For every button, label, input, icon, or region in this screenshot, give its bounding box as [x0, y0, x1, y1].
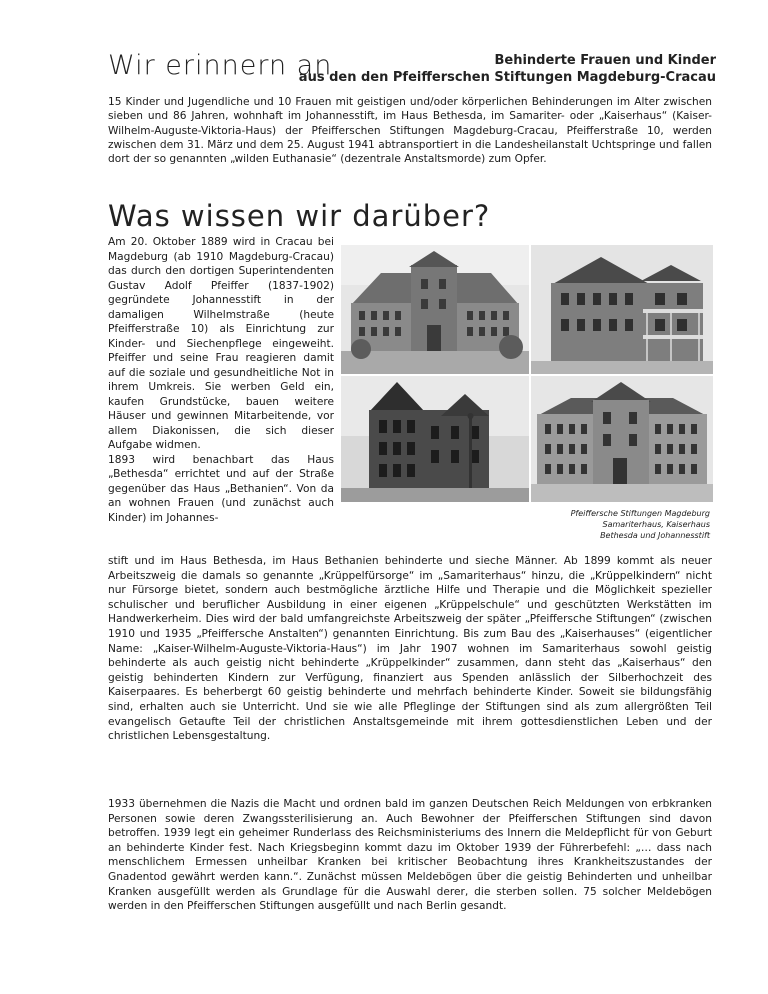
column-text	[108, 235, 334, 525]
column-paragraph-1: Am 20. Oktober 1889 wird in Cracau bei Magdeburg (ab 1910 Magdeburg-Cracau) das durch den dortigen Superintendenten Gustav Adolf Pfeiffer (1837-1902) gegründete Johannesstift in der damaligen Wilhelmstraße (heute Pfeifferstraße 10) als Einrichtung zur Kinder- und Siechenpflege eingeweiht. Pfeiffer und seine Frau reagieren damit auf die soziale und gesundheitliche Not in ihrem Umkreis. Sie werben Geld ein, kaufen Grundstücke, bauen weitere Häuser und gewinnen Mitarbeitende, vor allem Diakonissen, die sich dieser Aufgabe widmen.	[108, 236, 334, 451]
header-subtitle	[299, 52, 716, 86]
caption-line3: Bethesda und Johannesstift	[600, 531, 710, 540]
column-paragraph-2: 1893 wird benachbart das Haus „Bethesda“ errichtet und auf der Straße gegenüber das Haus „Bethanien“. Von da an wohnen Frauen (und zunächst auch Kinder) im Johannes-	[108, 453, 334, 524]
photo-kaiserhaus	[341, 376, 529, 502]
header-subtitle-line1: Behinderte Frauen und Kinder	[494, 53, 716, 68]
caption-line2: Samariterhaus, Kaiserhaus	[602, 520, 710, 529]
photo-caption	[571, 508, 710, 541]
intro-paragraph: 15 Kinder und Jugendliche und 10 Frauen mit geistigen und/oder körperlichen Behinderungen im Alter zwischen sieben und 86 Jahren, wohnhaft im Johannesstift, im Haus Bethesda, im Samariter- oder „Kaiserhaus“ (Kaiser-Wilhelm-Auguste-Viktoria-Haus) der Pfeifferschen Stiftungen Magdeburg-Cracau, Pfeifferstraße 10, werden zwischen dem 31. März und dem 25. August 1941 abtransportiert in die Landesheilanstalt Uchtspringe und fallen dort der so genannten „wilden Euthanasie“ (dezentrale Anstaltsmorde) zum Opfer.	[108, 96, 712, 166]
section-title: Was wissen wir darüber?	[108, 199, 491, 233]
header-title: Wir erinnern an	[108, 50, 333, 81]
photo-johannesstift	[531, 376, 713, 502]
body-paragraph-text: stift und im Haus Bethesda, im Haus Bethanien behinderte und sieche Männer. Ab 1899 kommt als neuer Arbeitszweig die damals so genannte „Krüppelfürsorge“ im „Samariterhaus“ hinzu, die „Krüppelkindern“ nicht nur Fürsorge bietet, sondern auch bestmögliche ärztliche Hilfe und Therapie und die Möglichkeit spezieller schulischer und beruflicher Ausbildung in einer eigenen „Krüppelschule“ und geschützten Werkstätten im Handwerkerheim. Dies wird der bald umfangreichste Arbeitszweig der später „Pfeiffersche Stiftungen“ (zwischen 1910 und 1935 „Pfeiffersche Anstalten“) genannten Einrichtung. Bis zum Bau des „Kaiserhauses“ (eigentlicher Name: „Kaiser-Wilhelm-Auguste-Viktoria-Haus“) im Jahr 1907 wohnen im Samariterhaus sowohl geistig behinderte als auch geistig nicht behinderte „Krüppelkinder“ zusammen, dann steht das „Kaiserhaus“ den geistig behinderten Kindern zur Verfügung, finanziert aus Spenden anlässlich der Silberhochzeit des Kaiserpaares. Es beherbergt 60 geistig behinderte und mehrfach behinderte Kinder. Soweit sie bildungsfähig sind, erhalten auch sie Unterricht. Und sie wie alle Pfleglinge der Stiftungen sind als zum allergrößten Teil evangelisch Getaufte Teil der christlichen Anstaltsgemeinde mit ihrem gottesdienstlichen Leben und der christlichen Lebensgestaltung.	[108, 555, 712, 743]
body-paragraph-continued	[108, 554, 712, 744]
body-paragraph-2: 1933 übernehmen die Nazis die Macht und ordnen bald im ganzen Deutschen Reich Meldungen von erbkranken Personen sowie deren Zwangssterilisierung an. Auch Bewohner der Pfeifferschen Stiftungen sind davon betroffen. 1939 legt ein geheimer Runderlass des Reichsministeriums des Innern die Meldepflicht für von Geburt an behinderte Kinder fest. Nach Kriegsbeginn kommt dazu im Oktober 1939 der Führerbefehl: „… dass nach menschlichem Ermessen unheilbar Kranken bei kritischer Beobachtung ihres Krankheitszustandes der Gnadentod gewährt werden kann.“. Zunächst müssen Meldebögen über die geistig Behinderten und unheilbar Kranken ausgefüllt werden als Grundlage für die Auswahl derer, die sterben sollen. 75 solcher Meldebögen werden in den Pfeifferschen Stiftungen ausgefüllt und nach Berlin gesandt.	[108, 798, 712, 913]
caption-line1: Pfeiffersche Stiftungen Magdeburg	[570, 509, 710, 518]
photo-samariterhaus	[341, 245, 529, 374]
photo-collage	[338, 242, 715, 507]
photo-bethesda	[531, 245, 713, 374]
header-subtitle-line2: aus den den Pfeifferschen Stiftungen Magdeburg-Cracau	[298, 70, 716, 85]
